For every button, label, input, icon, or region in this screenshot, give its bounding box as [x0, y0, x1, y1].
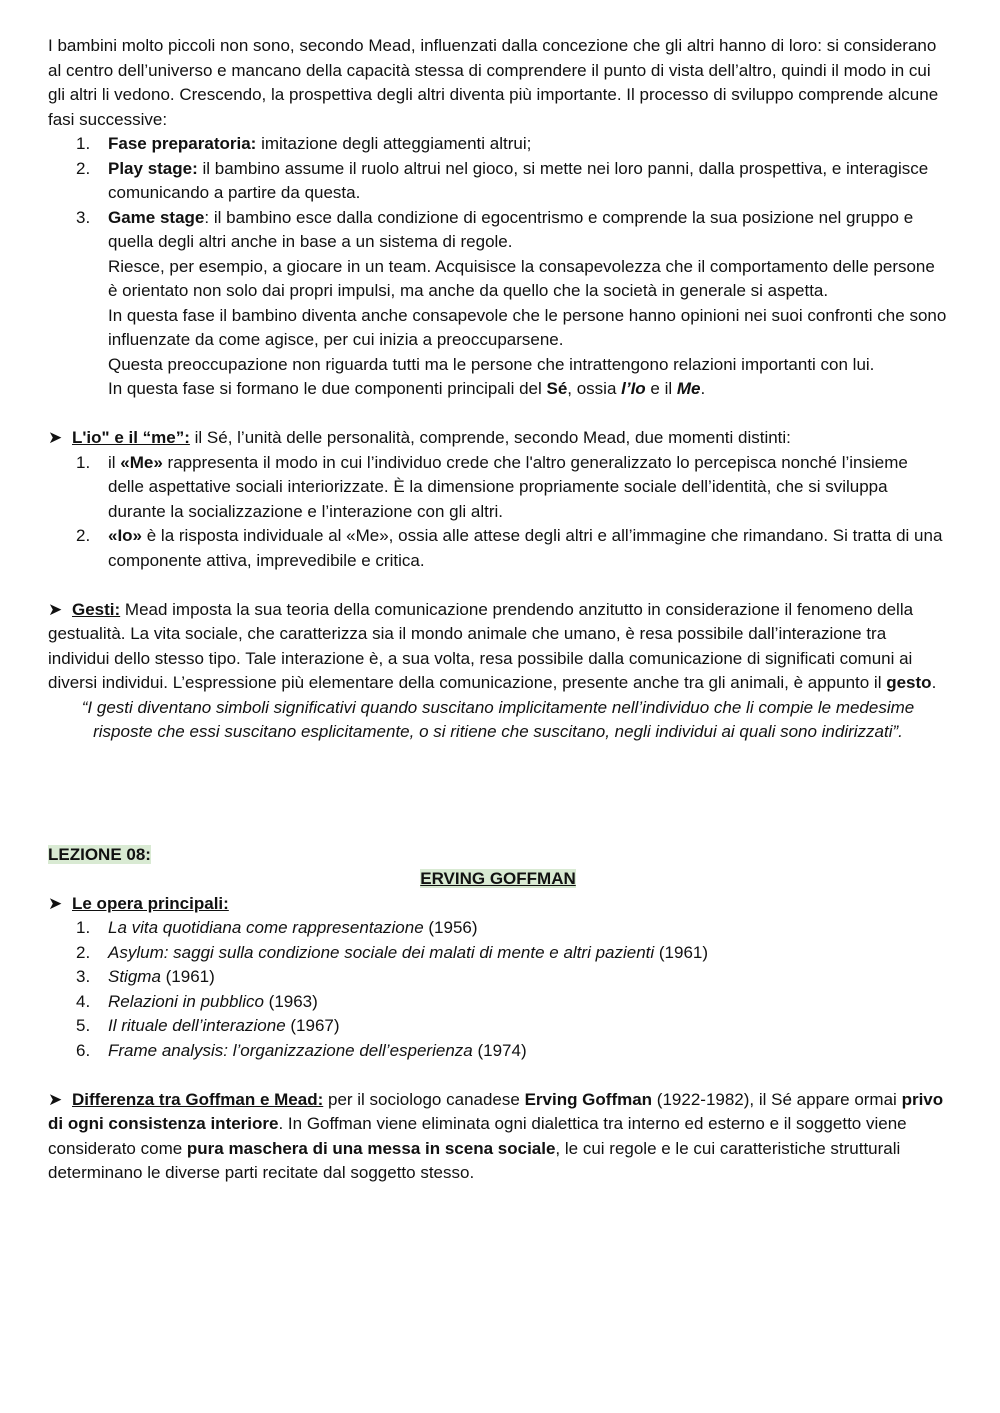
bold-term: gesto: [886, 673, 932, 692]
document-page: [48, 34, 948, 1186]
quote: “I gesti diventano simboli significativi quando suscitano implicitamente nell’individuo che li compie le medesime risposte che essi suscitano esplicitamente, o si ritiene che suscitano, negli individui ai quali sono indirizzati”.: [81, 697, 915, 741]
arrow-icon: ➤: [48, 893, 63, 913]
list-number: 3.: [76, 207, 91, 227]
list-item: [48, 132, 948, 157]
arrow-icon: ➤: [48, 599, 63, 619]
intro-paragraph: I bambini molto piccoli non sono, secondo Mead, influenzati dalla concezione che gli altri hanno di loro: si considerano al centro dell’universo e mancano della capacità stessa di comprendere il punto di vista dell’altro, quindi il modo in cui gli altri li vedono. Crescendo, la prospettiva degli altri diventa più importante. Il processo di sviluppo comprende alcune fasi successive:: [48, 36, 939, 129]
work-year: (1961): [160, 967, 215, 986]
list-number: 1.: [76, 452, 91, 472]
work-title: Il rituale dell’interazione: [108, 1016, 286, 1035]
list-item: [48, 941, 948, 966]
list-number: 3.: [76, 967, 91, 986]
text-run: , le cui regole e le cui caratteristiche strutturali determinano le diverse parti recitate dal soggetto stesso.: [48, 1138, 901, 1182]
section-io-me: [48, 426, 948, 573]
list-item: [48, 206, 948, 402]
text-run: è la risposta individuale al «Me», ossia alle attese degli altri e all’immagine che rimandano. Si tratta di una componente attiva, imprevedibile e critica.: [108, 526, 943, 570]
work-title: Stigma: [108, 967, 161, 986]
gesti-paragraph: [48, 598, 948, 696]
bold-term: pura maschera di una messa in scena sociale: [186, 1138, 556, 1158]
list-number: 2.: [76, 526, 91, 545]
text-run: il: [108, 452, 121, 472]
section-text: il Sé, l’unità delle personalità, comprende, secondo Mead, due momenti distinti:: [189, 428, 791, 447]
works-list: [48, 916, 948, 1063]
text-run: . In Goffman viene eliminata ogni dialettica tra interno ed esterno e il soggetto viene considerato come: [48, 1114, 907, 1158]
phase-paragraph: [108, 377, 948, 402]
section-heading: Differenza tra Goffman e Mead:: [72, 1089, 324, 1109]
list-number: 2.: [76, 942, 91, 962]
bold-term: «Io»: [108, 526, 143, 545]
phase-paragraph: Questa preoccupazione non riguarda tutti ma le persone che intrattengono relazioni importanti con lui.: [108, 354, 875, 374]
text-run: .: [931, 673, 937, 692]
bold-italic-term: l’Io: [621, 379, 646, 398]
list-item: [48, 1014, 948, 1039]
section-heading-line: [48, 426, 948, 451]
list-item: [48, 965, 948, 990]
list-item: [48, 157, 948, 206]
work-title: Frame analysis: l’organizzazione dell’esperienza: [108, 1040, 473, 1060]
work-year: (1963): [263, 991, 318, 1011]
phase-title: Game stage: [108, 207, 205, 227]
section-works: [48, 892, 948, 1064]
phase-paragraph: In questa fase il bambino diventa anche consapevole che le persone hanno opinioni nei suoi confronti che sono influenzate da come agisce, per cui inizia a preoccuparsene.: [108, 305, 947, 349]
section-heading-line: [48, 892, 948, 917]
text-run: , ossia: [567, 379, 622, 398]
lesson-label: [48, 843, 948, 868]
list-number: 6.: [76, 1040, 91, 1060]
bold-term: «Me»: [120, 452, 163, 472]
text-run: per il sociologo canadese: [323, 1089, 525, 1109]
lesson-title: [48, 867, 948, 892]
work-year: (1967): [285, 1016, 340, 1035]
bold-term: privo di ogni consistenza interiore: [48, 1089, 944, 1133]
section-heading: Le opera principali:: [72, 893, 229, 913]
section-heading: L'io" e il “me”:: [72, 428, 190, 447]
text-run: (1922-1982), il Sé appare ormai: [652, 1089, 902, 1109]
highlighted-text: ERVING GOFFMAN: [420, 869, 576, 888]
highlighted-text: LEZIONE 08:: [48, 844, 151, 864]
text-run: .: [700, 379, 706, 398]
list-number: 2.: [76, 158, 91, 178]
text-run: In questa fase si formano le due componenti principali del: [108, 379, 547, 398]
list-number: 5.: [76, 1016, 91, 1035]
arrow-icon: ➤: [48, 428, 63, 447]
text-run: e il: [645, 379, 677, 398]
list-number: 1.: [76, 134, 91, 153]
io-me-list: [48, 451, 948, 574]
arrow-icon: ➤: [48, 1089, 63, 1109]
text-run: Mead imposta la sua teoria della comunicazione prendendo anzitutto in considerazione il fenomeno della gestualità. La vita sociale, che caratterizza sia il mondo animale che umano, è resa possibile dall’interazione tra individui dello stesso tipo. Tale interazione è, a sua volta, resa possibile dalla comunicazione di significati comuni ai diversi individui. L’espressione più elementare della comunicazione, presente anche tra gli animali, è appunto il: [48, 599, 914, 692]
phases-list: [48, 132, 948, 402]
phase-paragraph: Riesce, per esempio, a giocare in un team. Acquisisce la consapevolezza che il comportamento delle persone è orientato non solo dai propri impulsi, ma anche da quello che la società in generale si aspetta.: [108, 256, 935, 300]
phase-text: il bambino assume il ruolo altrui nel gioco, si mette nei loro panni, dalla prospettiva, e interagisce comunicando a partire da questa.: [108, 158, 929, 202]
work-year: (1974): [472, 1040, 527, 1060]
bold-term: Erving Goffman: [524, 1089, 653, 1109]
list-item: [48, 990, 948, 1015]
work-year: (1961): [654, 942, 709, 962]
section-difference: [48, 1088, 948, 1186]
list-item: [48, 451, 948, 525]
difference-paragraph: [48, 1088, 948, 1186]
list-number: 1.: [76, 918, 91, 937]
text-run: rappresenta il modo in cui l’individuo crede che l'altro generalizzato lo percepisca nonché l’insieme delle aspettative sociali interiorizzate. È la dimensione propriamente sociale dell’identità, che si sviluppa durante la socializzazione e l’interazione con gli altri.: [108, 452, 908, 521]
section-heading: Gesti:: [72, 599, 121, 619]
list-item: [48, 1039, 948, 1064]
phase-title: Fase preparatoria:: [108, 134, 257, 153]
phase-title: Play stage:: [108, 158, 198, 178]
work-title: Relazioni in pubblico: [108, 991, 264, 1011]
work-year: (1956): [423, 918, 478, 937]
phase-text: imitazione degli atteggiamenti altrui;: [256, 134, 532, 153]
work-title: La vita quotidiana come rappresentazione: [108, 918, 424, 937]
work-title: Asylum: saggi sulla condizione sociale dei malati di mente e altri pazienti: [108, 942, 655, 962]
section-gesti: [48, 598, 948, 745]
list-number: 4.: [76, 991, 91, 1011]
list-item: [48, 916, 948, 941]
list-item: [48, 524, 948, 573]
bold-italic-term: Me: [676, 379, 701, 398]
bold-term: Sé: [546, 379, 568, 398]
phase-text: : il bambino esce dalla condizione di egocentrismo e comprende la sua posizione nel gruppo e quella degli altri anche in base a un sistema di regole.: [108, 207, 914, 251]
